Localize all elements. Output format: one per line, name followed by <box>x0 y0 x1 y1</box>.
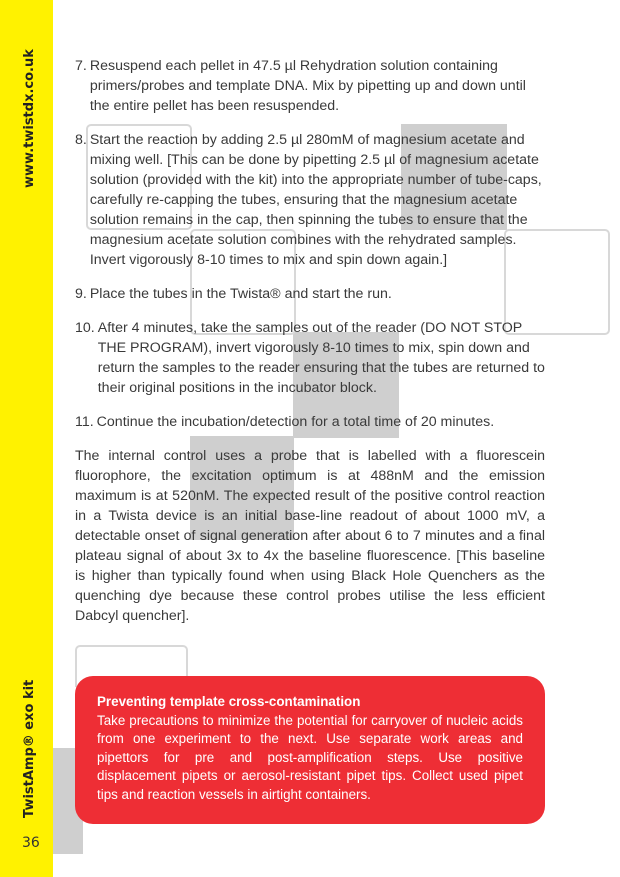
website-url: www.twistdx.co.uk <box>22 49 37 188</box>
step-number: 8. <box>75 132 87 148</box>
step-text: Resuspend each pellet in 47.5 µl Rehydration solution containing primers/probes and template DNA. Mix by pipetting up and down until the entire pellet has been resuspended. <box>89 58 526 114</box>
step-8 <box>75 130 545 270</box>
step-number: 10. <box>75 320 95 336</box>
internal-control-paragraph: The internal control uses a probe that is labelled with a fluorescein fluorophore, the excitation optimum is at 488nM and the emission maximum is at 520nM. The expected result of the positive control reaction in a Twista device is an initial base-line readout of about 1000 mV, a detectable onset of signal generation after about 6 to 7 minutes and a final plateau signal of about 3x to 4x the baseline fluorescence. [This baseline is higher than typically found when using Black Hole Quenchers as the quenching dye because these control probes utilise the less efficient Dabcyl quencher]. <box>75 448 545 624</box>
step-text: Continue the incubation/detection for a total time of 20 minutes. <box>96 414 495 430</box>
step-10 <box>75 318 545 398</box>
callout-title: Preventing template cross-contamination <box>97 694 361 709</box>
step-11 <box>75 412 545 432</box>
page-number: 36 <box>22 835 40 851</box>
step-text: Place the tubes in the Twista® and start the run. <box>89 286 392 302</box>
step-text: After 4 minutes, take the samples out of the reader (DO NOT STOP THE PROGRAM), invert vigorously 8-10 times to mix, spin down and return the samples to the reader ensuring that the tubes are returned to their original positions in the incubator block. <box>97 320 545 396</box>
kit-name: TwistAmp® exo kit <box>22 679 37 818</box>
step-number: 9. <box>75 286 87 302</box>
step-number: 11. <box>75 414 94 430</box>
step-9 <box>75 284 545 304</box>
step-number: 7. <box>75 58 87 74</box>
callout-body: Take precautions to minimize the potential for carryover of nucleic acids from one experiment to the next. Use separate work areas and pipettors for pre and post-amplification steps. Use positive displacement pipets or aerosol-resistant pipet tips. Collect used pipet tips and reaction vessels in airtight containers. <box>97 712 523 802</box>
main-content <box>75 56 545 626</box>
step-7 <box>75 56 545 116</box>
step-text: Start the reaction by adding 2.5 µl 280mM of magnesium acetate and mixing well. [This can be done by pipetting 2.5 µl of magnesium acetate solution (provided with the kit) into the appropriate number of tube-caps, carefully re-capping the tubes, ensuring that the magnesium acetate solution remains in the cap, then spinning the tubes to ensure that the magnesium acetate solution combines with the rehydrated samples. Invert vigorously 8-10 times to mix and spin down again.] <box>89 132 542 268</box>
contamination-callout <box>75 676 545 824</box>
sidebar <box>0 0 53 877</box>
